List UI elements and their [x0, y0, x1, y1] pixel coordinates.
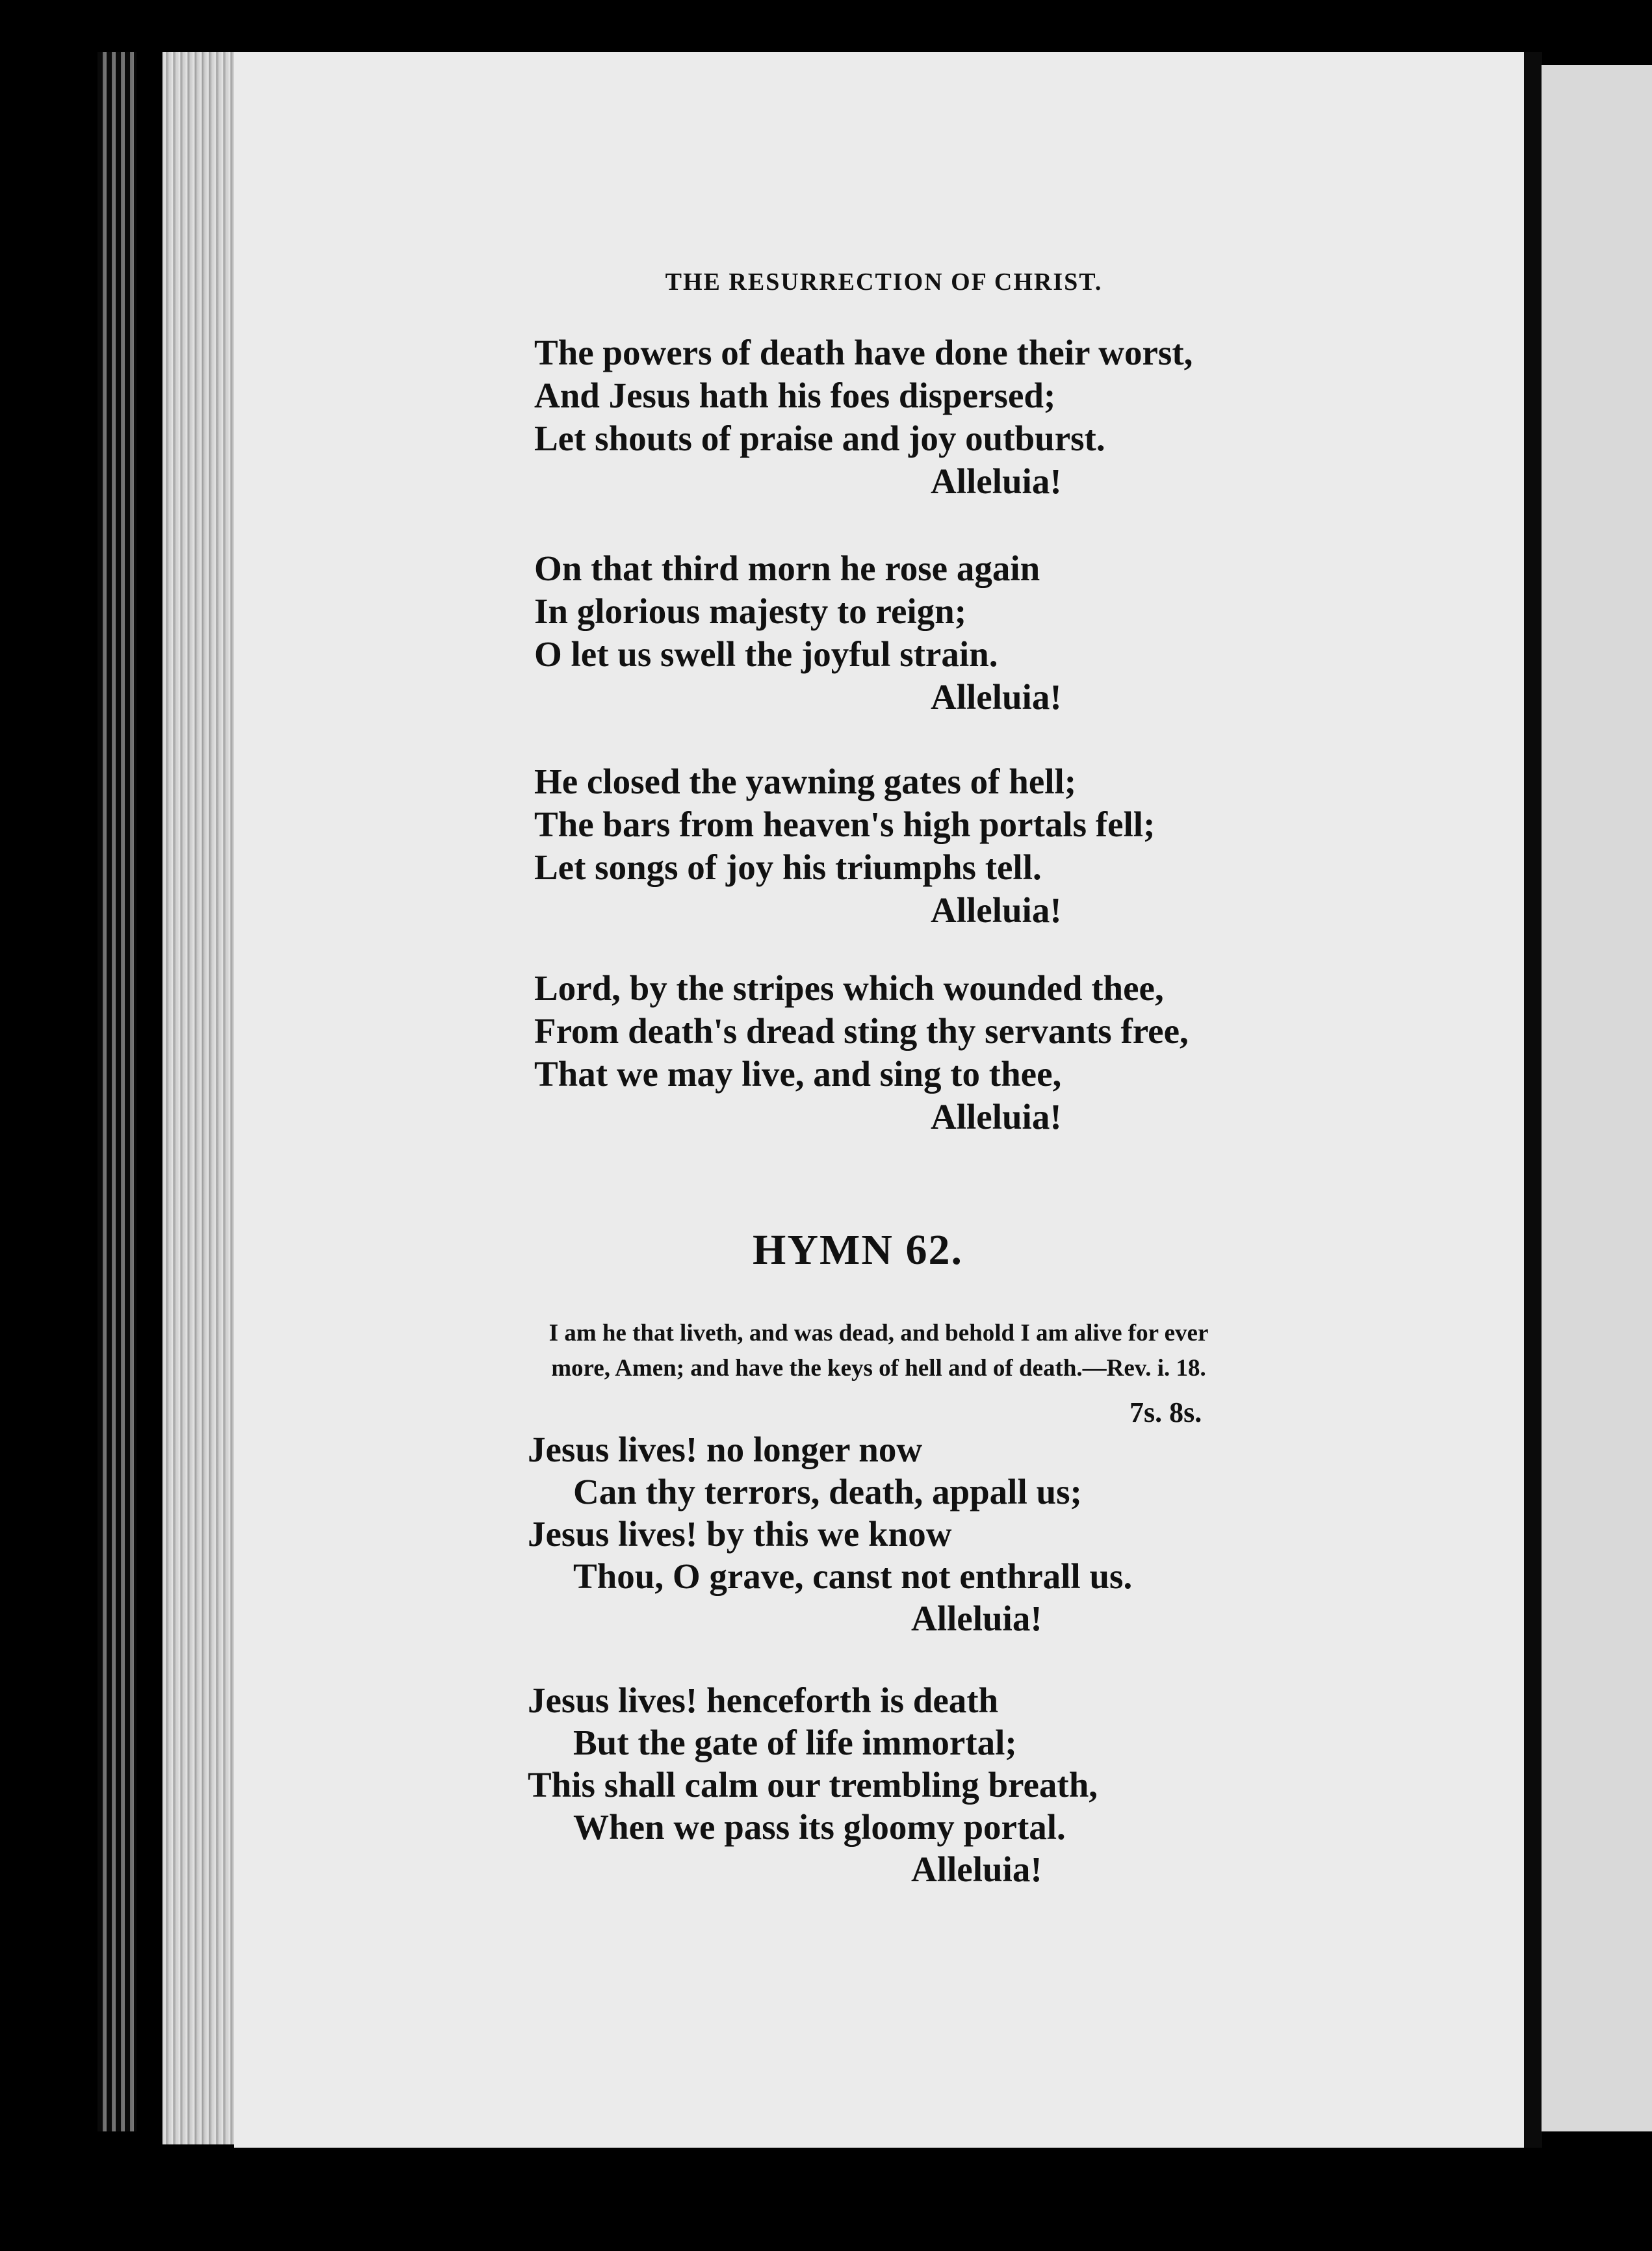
- verse-line: Let shouts of praise and joy outburst.: [534, 418, 1105, 458]
- hymn-stanza-2: [528, 1679, 1098, 1890]
- verse-line: Can thy terrors, death, appall us;: [573, 1472, 1082, 1511]
- verse-line: O let us swell the joyful strain.: [534, 634, 998, 674]
- verse-line: Let songs of joy his triumphs tell.: [534, 847, 1042, 887]
- stanza-2: [534, 547, 1062, 719]
- verse-line: When we pass its gloomy portal.: [573, 1807, 1066, 1847]
- verse-line: Jesus lives! no longer now: [528, 1430, 923, 1469]
- verse-line: He closed the yawning gates of hell;: [534, 762, 1077, 801]
- page-gutter-shadow: [1524, 52, 1542, 2148]
- book-spine: [97, 52, 136, 2131]
- epigraph-line: I am he that liveth, and was dead, and behold I am alive for ever: [549, 1320, 1209, 1346]
- running-head: THE RESURRECTION OF CHRIST.: [665, 268, 1103, 296]
- verse-line: This shall calm our trembling breath,: [528, 1765, 1098, 1805]
- verse-line: In glorious majesty to reign;: [534, 591, 967, 631]
- verse-line: And Jesus hath his foes dispersed;: [534, 376, 1056, 415]
- verse-line: Jesus lives! by this we know: [528, 1514, 952, 1554]
- verse-line: But the gate of life immortal;: [573, 1723, 1017, 1762]
- verse-line: Thou, O grave, canst not enthrall us.: [573, 1556, 1133, 1596]
- verse-line: Jesus lives! henceforth is death: [528, 1680, 999, 1720]
- refrain: Alleluia!: [931, 677, 1062, 717]
- verse-line: That we may live, and sing to thee,: [534, 1054, 1062, 1094]
- refrain: Alleluia!: [931, 461, 1062, 501]
- verse-line: Lord, by the stripes which wounded thee,: [534, 968, 1164, 1008]
- verse-line: The powers of death have done their worst,: [534, 333, 1193, 372]
- hymn-title: HYMN 62.: [753, 1226, 963, 1274]
- facing-page-edge: [1542, 65, 1652, 2131]
- verse-line: On that third morn he rose again: [534, 548, 1040, 588]
- scripture-epigraph: [398, 1316, 1360, 1386]
- page-edges: [162, 52, 234, 2144]
- stanza-4: [534, 967, 1189, 1138]
- hymn-stanza-1: [528, 1428, 1132, 1640]
- stanza-1: [534, 331, 1193, 503]
- verse-line: From death's dread sting thy servants free,: [534, 1011, 1189, 1051]
- refrain: Alleluia!: [931, 890, 1062, 930]
- stanza-3: [534, 760, 1155, 932]
- refrain: Alleluia!: [931, 1097, 1062, 1137]
- refrain: Alleluia!: [911, 1849, 1042, 1889]
- refrain: Alleluia!: [911, 1599, 1042, 1638]
- verse-line: The bars from heaven's high portals fell;: [534, 804, 1155, 844]
- hymn-meter: 7s. 8s.: [1129, 1396, 1202, 1428]
- epigraph-line: more, Amen; and have the keys of hell and of death.—Rev. i. 18.: [551, 1355, 1206, 1382]
